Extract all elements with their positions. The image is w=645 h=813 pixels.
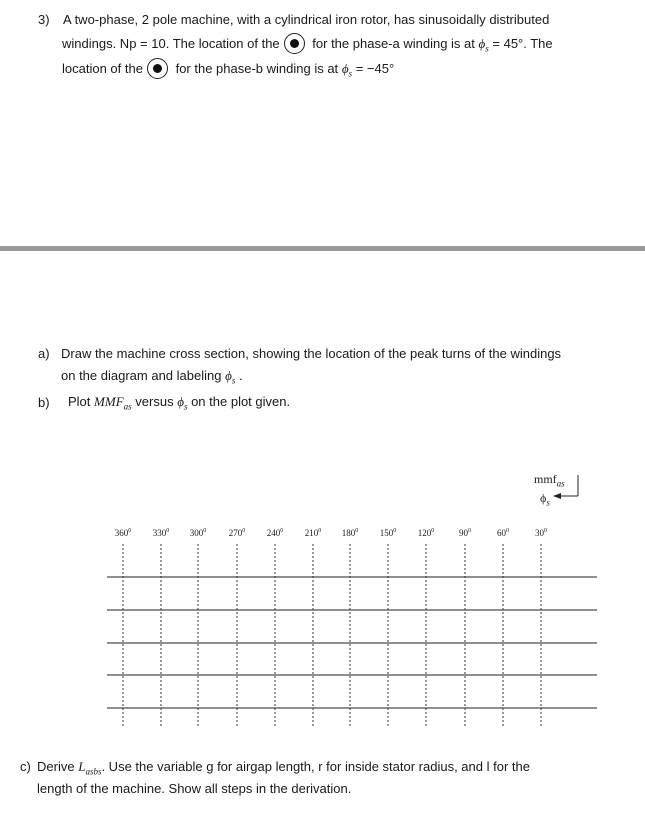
question-number: 3) <box>38 12 50 27</box>
axis-label-phi: $\phi_s$ <box>540 491 550 508</box>
question-text-line-1: A two-phase, 2 pole machine, with a cylindrical iron rotor, has sinusoidally distributed <box>63 12 550 27</box>
grid-vertical-lines <box>123 544 541 728</box>
tick-label: $60^0$ <box>497 528 509 538</box>
line-2-start: windings. Np = 10. The location of the <box>62 36 280 51</box>
phi-s-versus: $\phi_s$ <box>177 394 188 412</box>
tick-label: $240^0$ <box>266 528 284 538</box>
mmf-as: $MMF_{as}$ <box>94 394 132 412</box>
phi-s-label: $\phi_s$ <box>225 368 236 386</box>
phi-a-value: = 45°. The <box>492 36 553 51</box>
part-c-line-2: length of the machine. Show all steps in the derivation. <box>37 781 352 796</box>
tick-label: $30^0$ <box>535 528 547 538</box>
axis-arrow-icon <box>553 493 561 499</box>
part-b-label: b) <box>38 395 50 410</box>
tick-label: $150^0$ <box>379 528 397 538</box>
line-2-middle: for the phase-a winding is at <box>312 36 475 51</box>
line-3-middle: for the phase-b winding is at <box>175 61 339 76</box>
axis-label-mmf: mmf$_{as}$ <box>534 472 565 489</box>
tick-label: $210^0$ <box>304 528 322 538</box>
tick-label: $330^0$ <box>152 528 170 538</box>
phi-s-b: $\phi_s$ <box>341 61 353 79</box>
tick-label: $300^0$ <box>189 528 207 538</box>
part-c-line-1: Derive $L_{asbs}$. Use the variable g for airgap length, r for inside stator radius, and l for the <box>37 759 530 777</box>
tick-label: $120^0$ <box>417 528 435 538</box>
L-asbs: $L_{asbs}$ <box>78 759 102 777</box>
tick-label: $90^0$ <box>459 528 471 538</box>
part-b-text: Plot $MMF_{as}$ versus $\phi_s$ on the plot given. <box>68 394 291 412</box>
line-3-start: location of the <box>62 61 143 76</box>
part-c-label: c) <box>20 759 31 774</box>
phi-b-value: = −45° <box>355 61 395 76</box>
part-a-label: a) <box>38 346 50 361</box>
tick-label: $360^0$ <box>114 528 132 538</box>
tick-label: $180^0$ <box>341 528 359 538</box>
grid-horizontal-lines <box>107 577 597 708</box>
part-a-line-1: Draw the machine cross section, showing the location of the peak turns of the windings <box>61 346 562 361</box>
phi-s-a: $\phi_s$ <box>478 36 489 54</box>
part-a-line-2: on the diagram and labeling $\phi_s$ . <box>61 368 243 386</box>
tick-label: $270^0$ <box>228 528 246 538</box>
